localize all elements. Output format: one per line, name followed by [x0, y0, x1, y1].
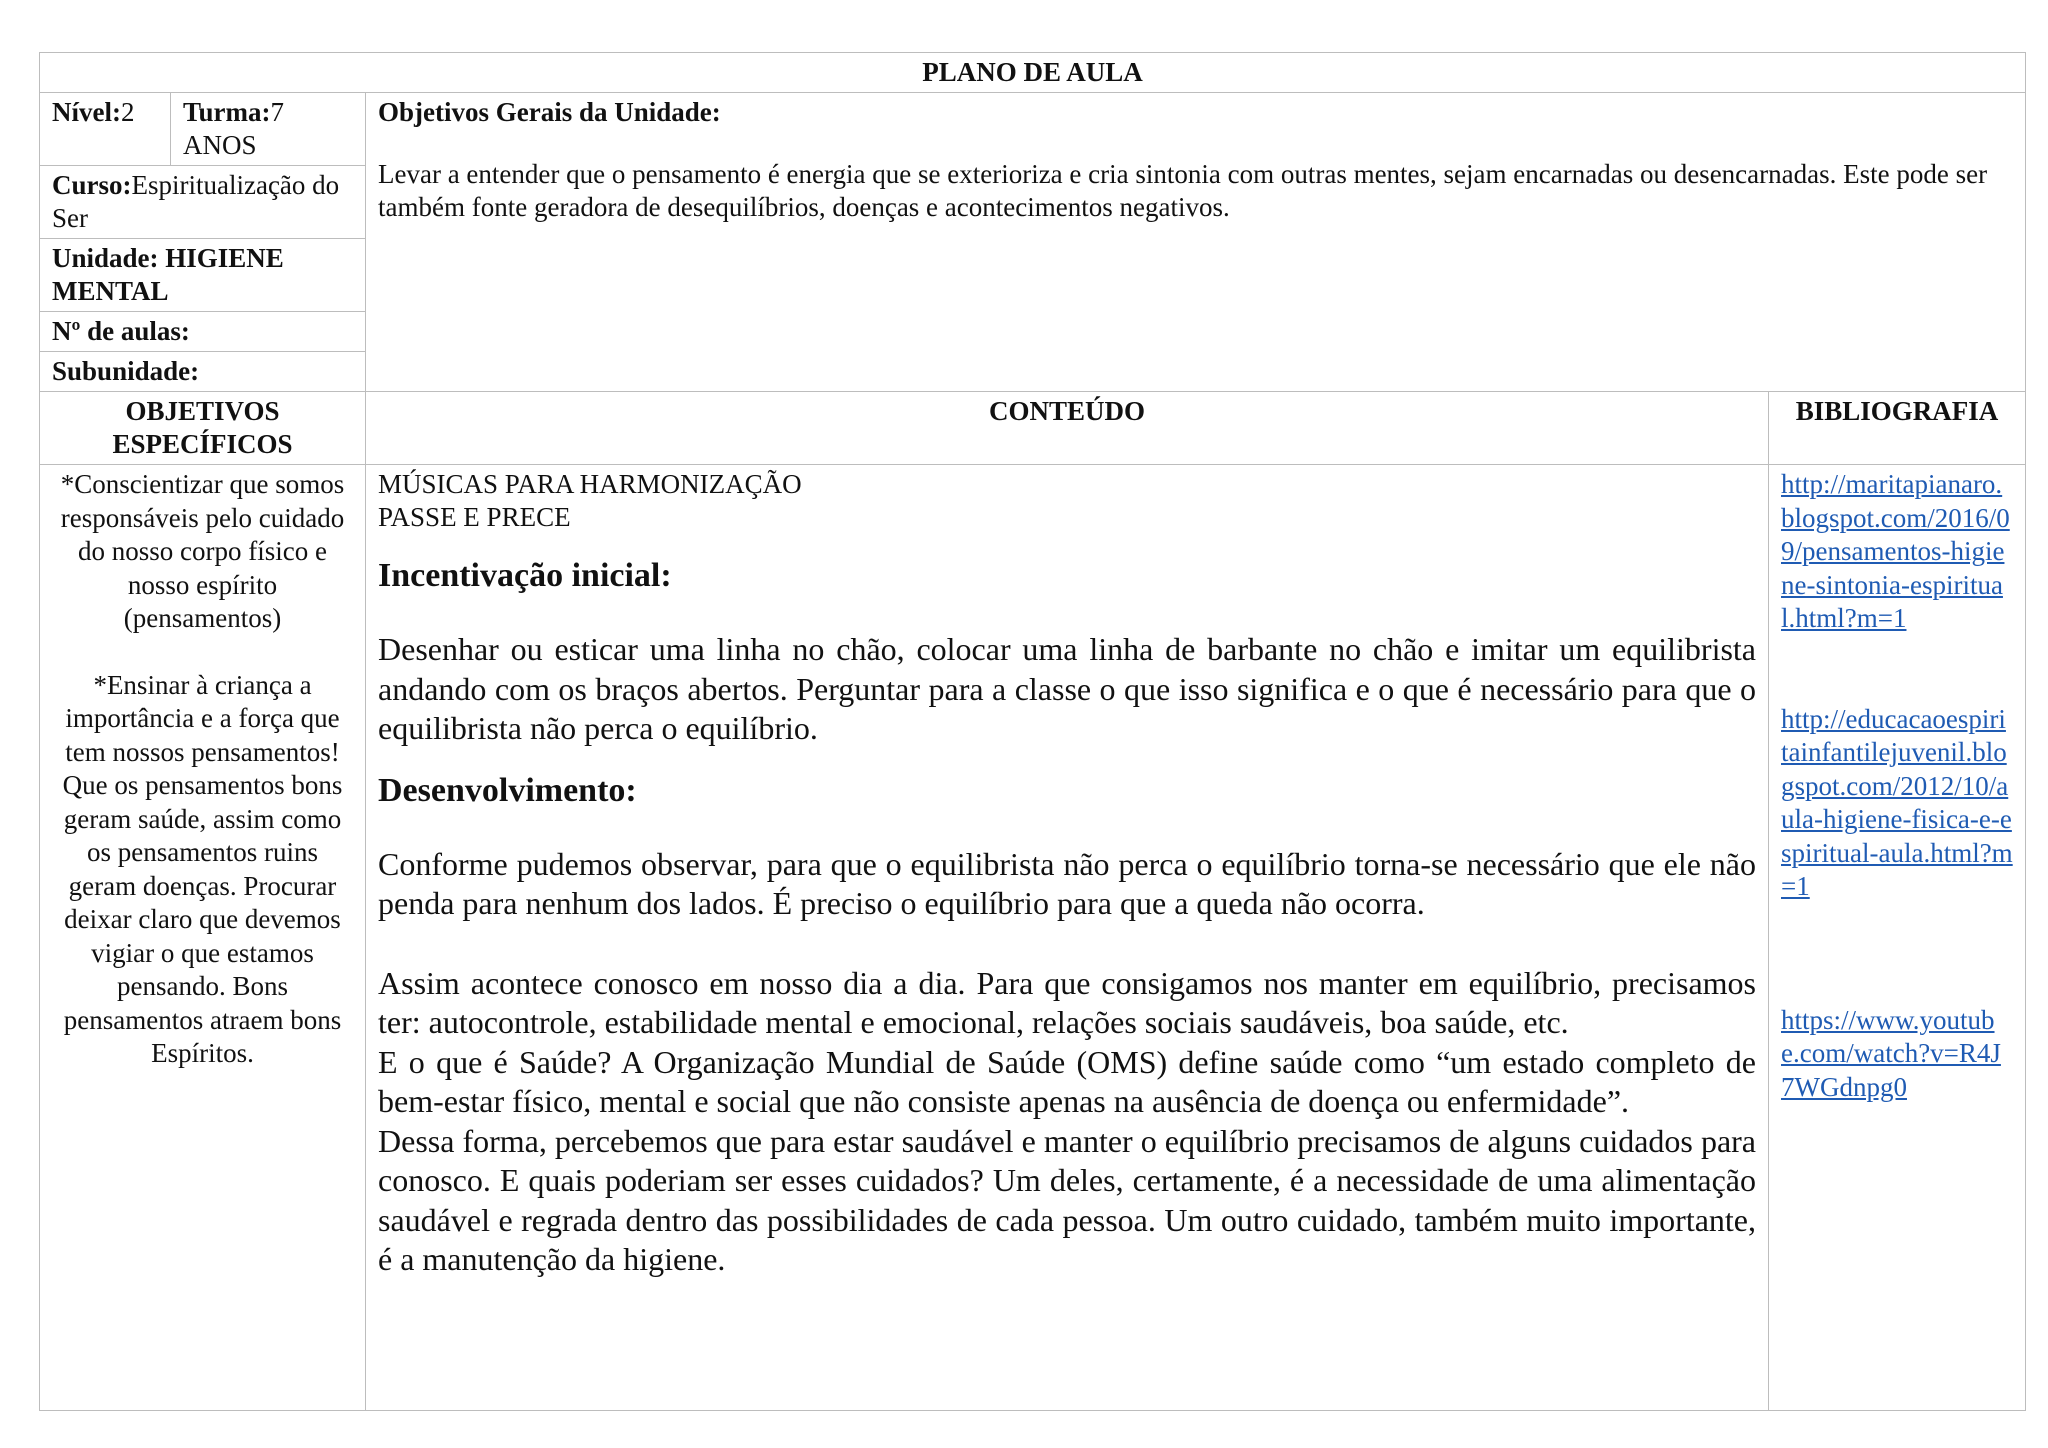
- nivel-label: Nível:: [52, 97, 121, 127]
- unidade-value: HIGIENE MENTAL: [52, 243, 284, 306]
- subunidade-cell: Subunidade:: [40, 352, 366, 392]
- content-paragraph: Conforme pudemos observar, para que o equilibrista não perca o equilíbrio torna-se necessário que ele não penda para nenhum dos lados. É preciso o equilíbrio para que a queda não ocorra.: [378, 845, 1756, 921]
- content-paragraph: E o que é Saúde? A Organização Mundial de Saúde (OMS) define saúde como “um estado completo de bem-estar físico, mental e social que não consiste apenas na ausência de doença ou enfermidade”.: [378, 1043, 1756, 1119]
- nivel-value: 2: [120, 97, 135, 127]
- general-objectives-cell: [366, 93, 2026, 392]
- header-bibliografia: BIBLIOGRAFIA: [1769, 392, 2026, 465]
- bibliography-link[interactable]: http://maritapianaro.blogspot.com/2016/09/pensamentos-higiene-sintonia-espiritual.html?m=1: [1781, 469, 2010, 633]
- header-conteudo: CONTEÚDO: [366, 392, 1769, 465]
- content-heading-desenvolvimento: Desenvolvimento:: [378, 771, 637, 809]
- page-title: PLANO DE AULA: [40, 53, 2026, 93]
- header-objetivos: OBJETIVOS ESPECÍFICOS: [40, 392, 366, 465]
- general-objectives-text: Levar a entender que o pensamento é energia que se exterioriza e cria sintonia com outras mentes, sejam encarnadas ou desencarnadas. Este pode ser também fonte geradora de desequilíbrios, doenças e acontecimentos negativos.: [378, 159, 1988, 222]
- objective-item: *Ensinar à criança a importância e a força que tem nossos pensamentos! Que os pensamentos bons geram saúde, assim como os pensamentos ruins geram doenças. Procurar deixar claro que devemos vigiar o que estamos pensando. Bons pensamentos atraem bons Espíritos.: [62, 669, 343, 1068]
- content-music-line: MÚSICAS PARA HARMONIZAÇÃO: [378, 469, 802, 499]
- general-objectives-heading: Objetivos Gerais da Unidade:: [378, 97, 721, 127]
- aulas-cell: Nº de aulas:: [40, 312, 366, 352]
- unidade-cell: [40, 239, 366, 312]
- turma-label: Turma:: [183, 97, 271, 127]
- curso-value: Espiritualização do Ser: [52, 170, 340, 233]
- content-paragraph: Desenhar ou esticar uma linha no chão, colocar uma linha de barbante no chão e imitar um equilibrista andando com os braços abertos. Perguntar para a classe o que isso significa e o que é necessário para que o equilibrista não perca o equilíbrio.: [378, 631, 1756, 746]
- content-paragraph: Assim acontece conosco em nosso dia a dia. Para que consigamos nos manter em equilíbrio, precisamos ter: autocontrole, estabilidade mental e emocional, relações sociais saudáveis, boa saúde, etc.: [378, 964, 1756, 1040]
- bibliography-link[interactable]: http://educacaoespiritainfantilejuvenil.blogspot.com/2012/10/aula-higiene-fisica-e-espiritual-aula.html?m=1: [1781, 703, 2013, 901]
- content-heading-incentivacao: Incentivação inicial:: [378, 557, 672, 594]
- content-prayer-line: PASSE E PRECE: [378, 502, 571, 532]
- specific-objectives-cell: [40, 465, 366, 1411]
- nivel-cell: [40, 93, 171, 166]
- turma-cell: [171, 93, 366, 166]
- curso-cell: [40, 166, 366, 239]
- bibliography-link[interactable]: https://www.youtube.com/watch?v=R4J7WGdnpg0: [1781, 1004, 2001, 1102]
- objective-item: *Conscientizar que somos responsáveis pelo cuidado do nosso corpo físico e nosso espírito (pensamentos): [60, 469, 345, 633]
- turma-value: 7 ANOS: [183, 97, 285, 160]
- curso-label: Curso:: [52, 170, 132, 200]
- content-cell: [366, 465, 1769, 1411]
- bibliography-cell: [1769, 465, 2026, 1411]
- lesson-plan-table: [39, 52, 2026, 1411]
- unidade-label: Unidade:: [52, 243, 159, 273]
- content-paragraph: Dessa forma, percebemos que para estar saudável e manter o equilíbrio precisamos de alguns cuidados para conosco. E quais poderiam ser esses cuidados? Um deles, certamente, é a necessidade de uma alimentação saudável e regrada dentro das possibilidades de cada pessoa. Um outro cuidado, também muito importante, é a manutenção da higiene.: [378, 1122, 1756, 1277]
